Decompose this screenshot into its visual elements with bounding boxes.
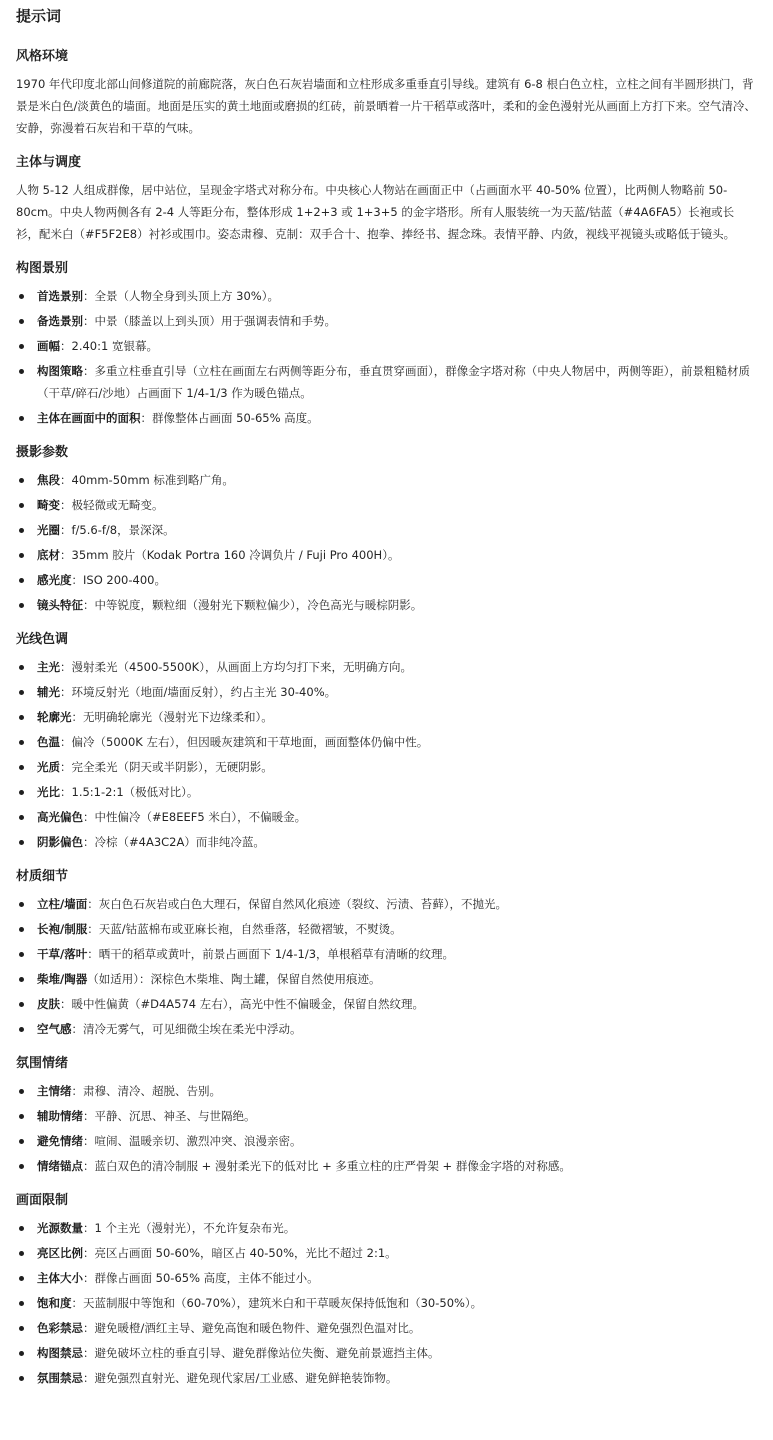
list-item: [16, 1018, 757, 1040]
list-item: [16, 968, 757, 990]
bullet-dot-icon: [19, 294, 24, 299]
bullet-dot-icon: [19, 927, 24, 932]
bullet-dot-icon: [19, 528, 24, 533]
section-paragraph: 1970 年代印度北部山间修道院的前廊院落，灰白色石灰岩墙面和立柱形成多重垂直引导线。建筑有 6-8 根白色立柱，立柱之间有半圆形拱门，背景是米白色/淡黄色的墙面。地面是压实的黄土地面或磨损的红砖，前景晒着一片干稻草或落叶，柔和的金色漫射光从画面上方打下来。空气清冷、安静，弥漫着石灰岩和干草的气味。: [16, 77, 756, 135]
section-heading: 摄影参数: [16, 445, 69, 460]
item-label: 亮区比例: [37, 1246, 83, 1260]
item-label: 底材: [37, 548, 60, 562]
bullet-dot-icon: [19, 1276, 24, 1281]
item-text: ：漫射柔光（4500-5500K），从画面上方均匀打下来，无明确方向。: [60, 660, 412, 674]
section-heading: 光线色调: [16, 632, 69, 647]
item-label: 辅光: [37, 685, 60, 699]
item-label: 主情绪: [37, 1084, 72, 1098]
item-text: ：灰白色石灰岩或白色大理石，保留自然风化痕迹（裂纹、污渍、苔藓），不抛光。: [87, 897, 507, 911]
bullet-dot-icon: [19, 553, 24, 558]
bullet-dot-icon: [19, 478, 24, 483]
bullet-list: [16, 469, 757, 616]
section-heading: 材质细节: [16, 869, 69, 884]
bullet-dot-icon: [19, 503, 24, 508]
bullet-list: [16, 893, 757, 1040]
item-text: ：群像占画面 50-65% 高度，主体不能过小。: [83, 1271, 319, 1285]
bullet-dot-icon: [19, 344, 24, 349]
bullet-dot-icon: [19, 815, 24, 820]
list-item: [16, 806, 757, 828]
list-item: [16, 569, 757, 591]
list-item: [16, 594, 757, 616]
bullet-dot-icon: [19, 1301, 24, 1306]
item-label: 构图禁忌: [37, 1346, 83, 1360]
item-label: 高光偏色: [37, 810, 83, 824]
bullet-dot-icon: [19, 603, 24, 608]
bullet-dot-icon: [19, 1164, 24, 1169]
item-text: ：喧闹、温暖亲切、激烈冲突、浪漫亲密。: [83, 1134, 302, 1148]
item-text: ：清冷无雾气，可见细微尘埃在柔光中浮动。: [71, 1022, 302, 1036]
section-paragraph: 人物 5-12 人组成群像，居中站位，呈现金字塔式对称分布。中央核心人物站在画面正中（占画面水平 40-50% 位置），比两侧人物略前 50-80cm。中央人物两侧各有 2-4 人等距分布，整体形成 1+2+3 或 1+3+5 的金字塔形。所有人服装统一为天蓝/钴蓝（#4A6FA5）长袍或长衫，配米白（#F5F2E8）衬衫或围巾。姿态肃穆、克制：双手合十、抱拳、捧经书、握念珠。表情平静、内敛，视线平视镜头或略低于镜头。: [16, 183, 736, 241]
section: [16, 443, 757, 616]
item-text: ：蓝白双色的清冷制服 + 漫射柔光下的低对比 + 多重立柱的庄严骨架 + 群像金字塔的对称感。: [83, 1159, 571, 1173]
item-label: 柴堆/陶器: [37, 972, 88, 986]
item-text: ：肃穆、清冷、超脱、告别。: [71, 1084, 221, 1098]
item-label: 辅助情绪: [37, 1109, 83, 1123]
item-text: ：35mm 胶片（Kodak Portra 160 冷调负片 / Fuji Pro 400H）。: [60, 548, 400, 562]
section: [16, 630, 757, 853]
item-label: 色彩禁忌: [37, 1321, 83, 1335]
section: [16, 1054, 757, 1177]
item-label: 主体大小: [37, 1271, 83, 1285]
item-text: ：全景（人物全身到头顶上方 30%）。: [83, 289, 279, 303]
list-item: [16, 1080, 757, 1102]
section: [16, 1191, 757, 1389]
list-item: [16, 1217, 757, 1239]
bullet-dot-icon: [19, 1002, 24, 1007]
bullet-dot-icon: [19, 715, 24, 720]
bullet-dot-icon: [19, 1326, 24, 1331]
bullet-list: [16, 656, 757, 853]
bullet-dot-icon: [19, 319, 24, 324]
item-label: 主体在画面中的面积: [37, 411, 141, 425]
item-text: ：中性偏冷（#E8EEF5 米白），不偏暖金。: [83, 810, 307, 824]
item-label: 情绪锚点: [37, 1159, 83, 1173]
item-text: ：环境反射光（地面/墙面反射），约占主光 30-40%。: [60, 685, 337, 699]
item-text: ：避免破坏立柱的垂直引导、避免群像站位失衡、避免前景遮挡主体。: [83, 1346, 440, 1360]
list-item: [16, 1105, 757, 1127]
list-item: [16, 1292, 757, 1314]
item-label: 轮廓光: [37, 710, 72, 724]
bullet-dot-icon: [19, 790, 24, 795]
item-text: （如适用）：深棕色木柴堆、陶土罐，保留自然使用痕迹。: [87, 972, 381, 986]
list-item: [16, 731, 757, 753]
section: [16, 47, 757, 139]
document-title: 提示词: [16, 7, 62, 25]
item-text: ：暖中性偏黄（#D4A574 左右），高光中性不偏暖金，保留自然纹理。: [60, 997, 425, 1011]
list-item: [16, 681, 757, 703]
item-label: 光比: [37, 785, 60, 799]
list-item: [16, 943, 757, 965]
bullet-dot-icon: [19, 1251, 24, 1256]
bullet-list: [16, 1080, 757, 1177]
item-text: ：亮区占画面 50-60%，暗区占 40-50%，光比不超过 2:1。: [83, 1246, 397, 1260]
list-item: [16, 335, 757, 357]
bullet-dot-icon: [19, 1114, 24, 1119]
list-item: [16, 310, 757, 332]
list-item: [16, 993, 757, 1015]
item-label: 光质: [37, 760, 60, 774]
bullet-dot-icon: [19, 369, 24, 374]
bullet-dot-icon: [19, 902, 24, 907]
bullet-dot-icon: [19, 1351, 24, 1356]
item-text: ：天蓝制服中等饱和（60-70%），建筑米白和干草暖灰保持低饱和（30-50%）。: [71, 1296, 483, 1310]
item-label: 长袍/制服: [37, 922, 88, 936]
bullet-dot-icon: [19, 1027, 24, 1032]
item-label: 光圈: [37, 523, 60, 537]
item-label: 干草/落叶: [37, 947, 88, 961]
list-item: [16, 1317, 757, 1339]
bullet-dot-icon: [19, 416, 24, 421]
item-text: ：ISO 200-400。: [71, 573, 166, 587]
bullet-dot-icon: [19, 952, 24, 957]
section-heading: 风格环境: [16, 49, 69, 64]
section: [16, 153, 757, 245]
bullet-dot-icon: [19, 1376, 24, 1381]
list-item: [16, 407, 757, 429]
item-label: 皮肤: [37, 997, 60, 1011]
item-text: ：2.40:1 宽银幕。: [60, 339, 158, 353]
section: [16, 867, 757, 1040]
bullet-dot-icon: [19, 765, 24, 770]
list-item: [16, 1367, 757, 1389]
item-label: 主光: [37, 660, 60, 674]
list-item: [16, 1155, 757, 1177]
item-text: ：中等锐度，颗粒细（漫射光下颗粒偏少），冷色高光与暖棕阴影。: [83, 598, 423, 612]
section-heading: 氛围情绪: [16, 1056, 69, 1071]
item-text: ：避免强烈直射光、避免现代家居/工业感、避免鲜艳装饰物。: [83, 1371, 398, 1385]
item-label: 空气感: [37, 1022, 72, 1036]
item-text: ：完全柔光（阴天或半阴影），无硬阴影。: [60, 760, 273, 774]
list-item: [16, 1242, 757, 1264]
item-text: ：冷棕（#4A3C2A）而非纯冷蓝。: [83, 835, 265, 849]
item-label: 焦段: [37, 473, 60, 487]
bullet-dot-icon: [19, 665, 24, 670]
list-item: [16, 1342, 757, 1364]
item-text: ：1.5:1-2:1（极低对比）。: [60, 785, 199, 799]
item-text: ：中景（膝盖以上到头顶）用于强调表情和手势。: [83, 314, 336, 328]
item-text: ：群像整体占画面 50-65% 高度。: [140, 411, 319, 425]
item-text: ：极轻微或无畸变。: [60, 498, 164, 512]
item-label: 氛围禁忌: [37, 1371, 83, 1385]
item-label: 感光度: [37, 573, 72, 587]
item-label: 首选景别: [37, 289, 83, 303]
item-label: 饱和度: [37, 1296, 72, 1310]
item-label: 构图策略: [37, 364, 83, 378]
list-item: [16, 469, 757, 491]
item-label: 立柱/墙面: [37, 897, 88, 911]
bullet-dot-icon: [19, 1226, 24, 1231]
item-label: 阴影偏色: [37, 835, 83, 849]
bullet-dot-icon: [19, 840, 24, 845]
bullet-dot-icon: [19, 690, 24, 695]
list-item: [16, 544, 757, 566]
list-item: [16, 360, 757, 404]
section: [16, 259, 757, 429]
list-item: [16, 831, 757, 853]
list-item: [16, 1130, 757, 1152]
bullet-list: [16, 285, 757, 429]
bullet-list: [16, 1217, 757, 1389]
list-item: [16, 756, 757, 778]
item-text: ：晒干的稻草或黄叶，前景占画面下 1/4-1/3，单根稻草有清晰的纹理。: [87, 947, 455, 961]
item-label: 避免情绪: [37, 1134, 83, 1148]
item-text: ：平静、沉思、神圣、与世隔绝。: [83, 1109, 256, 1123]
item-text: ：无明确轮廓光（漫射光下边缘柔和）。: [71, 710, 273, 724]
list-item: [16, 494, 757, 516]
list-item: [16, 706, 757, 728]
item-text: ：40mm-50mm 标准到略广角。: [60, 473, 234, 487]
sections-container: [16, 47, 757, 1389]
item-text: ：f/5.6-f/8，景深深。: [60, 523, 175, 537]
bullet-dot-icon: [19, 1139, 24, 1144]
item-text: ：避免暖橙/酒红主导、避免高饱和暖色物件、避免强烈色温对比。: [83, 1321, 421, 1335]
item-label: 画幅: [37, 339, 60, 353]
section-heading: 主体与调度: [16, 155, 82, 170]
bullet-dot-icon: [19, 1089, 24, 1094]
item-text: ：多重立柱垂直引导（立柱在画面左右两侧等距分布，垂直贯穿画面），群像金字塔对称（中央人物居中，两侧等距），前景粗糙材质（干草/碎石/沙地）占画面下 1/4-1/3 作为暖色锚点。: [37, 364, 750, 400]
list-item: [16, 519, 757, 541]
list-item: [16, 918, 757, 940]
item-label: 色温: [37, 735, 60, 749]
section-heading: 画面限制: [16, 1193, 69, 1208]
list-item: [16, 285, 757, 307]
bullet-dot-icon: [19, 977, 24, 982]
list-item: [16, 656, 757, 678]
item-label: 备选景别: [37, 314, 83, 328]
bullet-dot-icon: [19, 578, 24, 583]
item-text: ：1 个主光（漫射光），不允许复杂布光。: [83, 1221, 296, 1235]
list-item: [16, 893, 757, 915]
list-item: [16, 1267, 757, 1289]
list-item: [16, 781, 757, 803]
bullet-dot-icon: [19, 740, 24, 745]
item-label: 畸变: [37, 498, 60, 512]
item-label: 镜头特征: [37, 598, 83, 612]
item-text: ：天蓝/钴蓝棉布或亚麻长袍，自然垂落，轻微褶皱，不熨烫。: [87, 922, 402, 936]
item-text: ：偏冷（5000K 左右），但因暖灰建筑和干草地面，画面整体仍偏中性。: [60, 735, 429, 749]
section-heading: 构图景别: [16, 261, 69, 276]
item-label: 光源数量: [37, 1221, 83, 1235]
